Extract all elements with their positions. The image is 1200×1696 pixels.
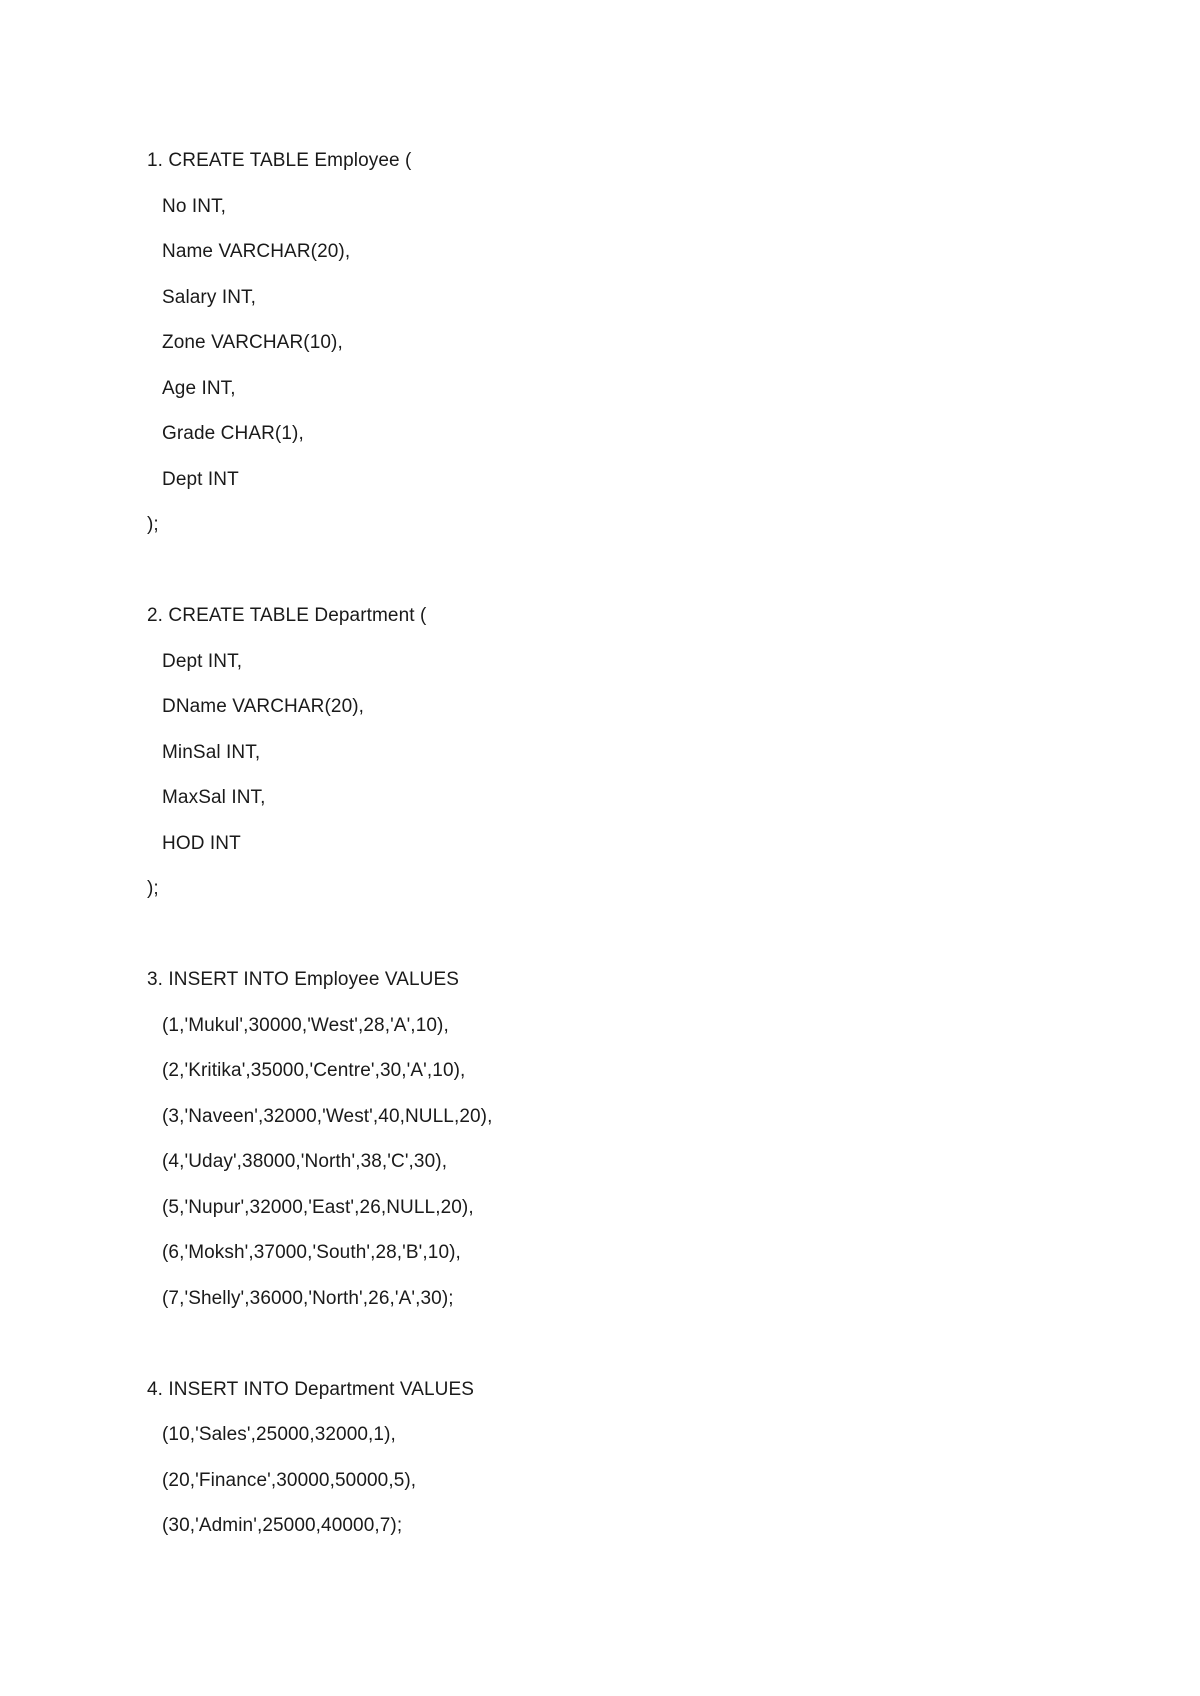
block-heading: 1. CREATE TABLE Employee ( <box>147 150 412 171</box>
code-line: Age INT, <box>162 377 236 399</box>
code-line: MaxSal INT, <box>162 787 266 808</box>
code-line: (7,'Shelly',36000,'North',26,'A',30); <box>162 1287 454 1309</box>
code-line: Zone VARCHAR(10), <box>162 332 343 353</box>
code-line: (6,'Moksh',37000,'South',28,'B',10), <box>162 1242 461 1263</box>
code-line: MinSal INT, <box>162 741 261 763</box>
block-closing: ); <box>147 878 159 899</box>
code-line: (3,'Naveen',32000,'West',40,NULL,20), <box>162 1105 493 1127</box>
code-line: No INT, <box>162 195 227 217</box>
sql-document-body <box>147 146 1147 1557</box>
block-closing: ); <box>147 514 159 535</box>
code-line: Grade CHAR(1), <box>162 423 304 444</box>
block-spacer <box>147 556 1147 602</box>
code-line: (4,'Uday',38000,'North',38,'C',30), <box>162 1151 448 1172</box>
code-line: HOD INT <box>162 832 241 854</box>
code-line: Salary INT, <box>162 286 257 308</box>
block-heading: 4. INSERT INTO Department VALUES <box>147 1378 475 1400</box>
block-heading: 2. CREATE TABLE Department ( <box>147 605 427 626</box>
code-line: (1,'Mukul',30000,'West',28,'A',10), <box>162 1014 449 1036</box>
block-spacer <box>147 1329 1147 1375</box>
code-line: Name VARCHAR(20), <box>162 241 351 262</box>
block-heading: 3. INSERT INTO Employee VALUES <box>147 969 460 990</box>
code-line: (30,'Admin',25000,40000,7); <box>162 1515 403 1536</box>
code-line: DName VARCHAR(20), <box>162 696 365 717</box>
code-line: Dept INT <box>162 468 239 490</box>
code-line: Dept INT, <box>162 650 243 672</box>
block-spacer <box>147 920 1147 966</box>
code-line: (20,'Finance',30000,50000,5), <box>162 1469 417 1491</box>
code-line: (5,'Nupur',32000,'East',26,NULL,20), <box>162 1196 474 1218</box>
code-line: (10,'Sales',25000,32000,1), <box>162 1424 396 1445</box>
code-line: (2,'Kritika',35000,'Centre',30,'A',10), <box>162 1060 466 1081</box>
